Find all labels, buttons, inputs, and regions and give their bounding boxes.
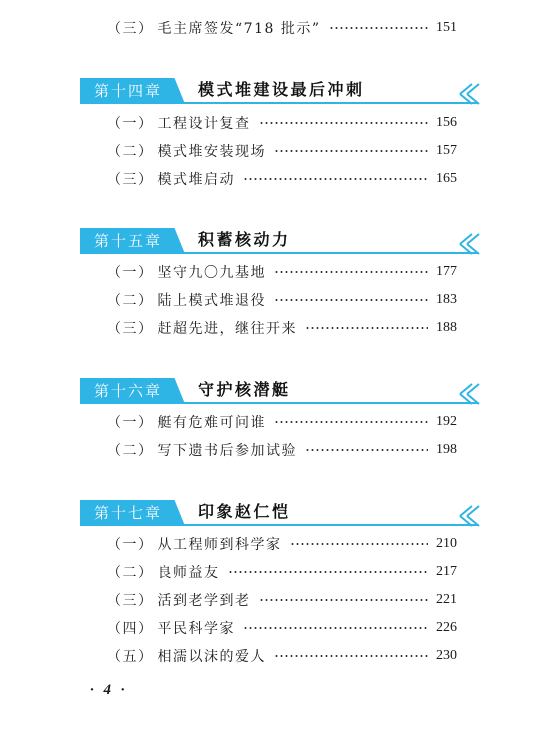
entry-number: （二）: [107, 293, 154, 309]
double-chevron-icon: [456, 503, 482, 529]
entry-title: 陆上模式堆退役: [157, 293, 266, 309]
entry-title: 坚守九〇九基地: [157, 265, 266, 281]
toc-entry[interactable]: [107, 561, 457, 583]
entry-page-number: 226: [436, 620, 457, 635]
entry-title: 活到老学到老: [157, 593, 251, 609]
entry-number: （二）: [107, 443, 154, 459]
entry-page-number: 230: [436, 648, 457, 663]
entry-number: （一）: [107, 537, 154, 553]
toc-entry[interactable]: [107, 617, 457, 639]
entry-title: 模式堆启动: [157, 172, 235, 188]
entry-title: 写下遗书后参加试验: [157, 443, 297, 459]
entry-title: 平民科学家: [157, 621, 235, 637]
chapter-header[interactable]: [80, 500, 478, 526]
dot-leader: [274, 150, 428, 152]
entry-number: （三）: [107, 21, 154, 37]
double-chevron-icon: [456, 381, 482, 407]
entry-page-number: 157: [436, 143, 457, 158]
entry-number: （二）: [107, 565, 154, 581]
dot-leader: [243, 178, 428, 180]
entry-number: （三）: [107, 321, 154, 337]
entry-title: 艇有危难可问谁: [157, 415, 266, 431]
entry-page-number: 210: [436, 536, 457, 551]
dot-leader: [274, 655, 428, 657]
entry-page-number: 188: [436, 320, 457, 335]
chapter-header[interactable]: [80, 78, 478, 104]
dot-leader: [274, 271, 428, 273]
entry-page-number: 165: [436, 171, 457, 186]
entry-number: （一）: [107, 265, 154, 281]
entry-page-number: 156: [436, 115, 457, 130]
entry-page-number: 217: [436, 564, 457, 579]
dot-leader: [290, 543, 429, 545]
toc-entry[interactable]: [107, 645, 457, 667]
chapter-title: 守护核潜艇: [198, 380, 291, 399]
toc-entry[interactable]: [107, 317, 457, 339]
chapter-label: 第十四章: [93, 82, 162, 100]
entry-title: 赶超先进，继往开来: [157, 321, 297, 337]
dot-leader: [228, 571, 429, 573]
entry-title: 模式堆安装现场: [157, 144, 266, 160]
entry-page-number: 192: [436, 414, 457, 429]
toc-entry[interactable]: [107, 112, 457, 134]
chapter-label: 第十七章: [93, 504, 162, 522]
entry-number: （三）: [107, 593, 154, 609]
dot-leader: [329, 27, 429, 29]
dot-leader: [274, 421, 428, 423]
entry-title: 毛主席签发“718 批示”: [157, 21, 321, 37]
toc-entry[interactable]: [107, 17, 457, 39]
toc-entry[interactable]: [107, 289, 457, 311]
dot-leader: [259, 122, 429, 124]
entry-title: 良师益友: [157, 565, 220, 581]
entry-title: 工程设计复查: [157, 116, 251, 132]
entry-number: （二）: [107, 144, 154, 160]
chapter-header[interactable]: [80, 228, 478, 254]
entry-number: （三）: [107, 172, 154, 188]
toc-entry[interactable]: [107, 589, 457, 611]
chapter-label: 第十六章: [93, 382, 162, 400]
entry-number: （四）: [107, 621, 154, 637]
entry-page-number: 198: [436, 442, 457, 457]
chapter-title: 积蓄核动力: [198, 230, 291, 249]
entry-title: 从工程师到科学家: [157, 537, 282, 553]
entry-number: （五）: [107, 649, 154, 665]
dot-leader: [243, 627, 428, 629]
toc-entry[interactable]: [107, 411, 457, 433]
double-chevron-icon: [456, 231, 482, 257]
chapter-title: 模式堆建设最后冲刺: [198, 80, 365, 99]
double-chevron-icon: [456, 81, 482, 107]
entry-page-number: 221: [436, 592, 457, 607]
chapter-header[interactable]: [80, 378, 478, 404]
dot-leader: [274, 299, 428, 301]
toc-entry[interactable]: [107, 168, 457, 190]
entry-number: （一）: [107, 415, 154, 431]
entry-number: （一）: [107, 116, 154, 132]
dot-leader: [259, 599, 429, 601]
entry-page-number: 151: [436, 20, 457, 35]
toc-entry[interactable]: [107, 140, 457, 162]
toc-entry[interactable]: [107, 439, 457, 461]
entry-title: 相濡以沫的爱人: [157, 649, 266, 665]
chapter-label: 第十五章: [93, 232, 162, 250]
chapter-title: 印象赵仁恺: [198, 502, 291, 521]
entry-page-number: 177: [436, 264, 457, 279]
toc-entry[interactable]: [107, 533, 457, 555]
dot-leader: [305, 449, 428, 451]
dot-leader: [305, 327, 428, 329]
entry-page-number: 183: [436, 292, 457, 307]
page-number-footer: · 4 ·: [90, 682, 128, 698]
toc-entry[interactable]: [107, 261, 457, 283]
